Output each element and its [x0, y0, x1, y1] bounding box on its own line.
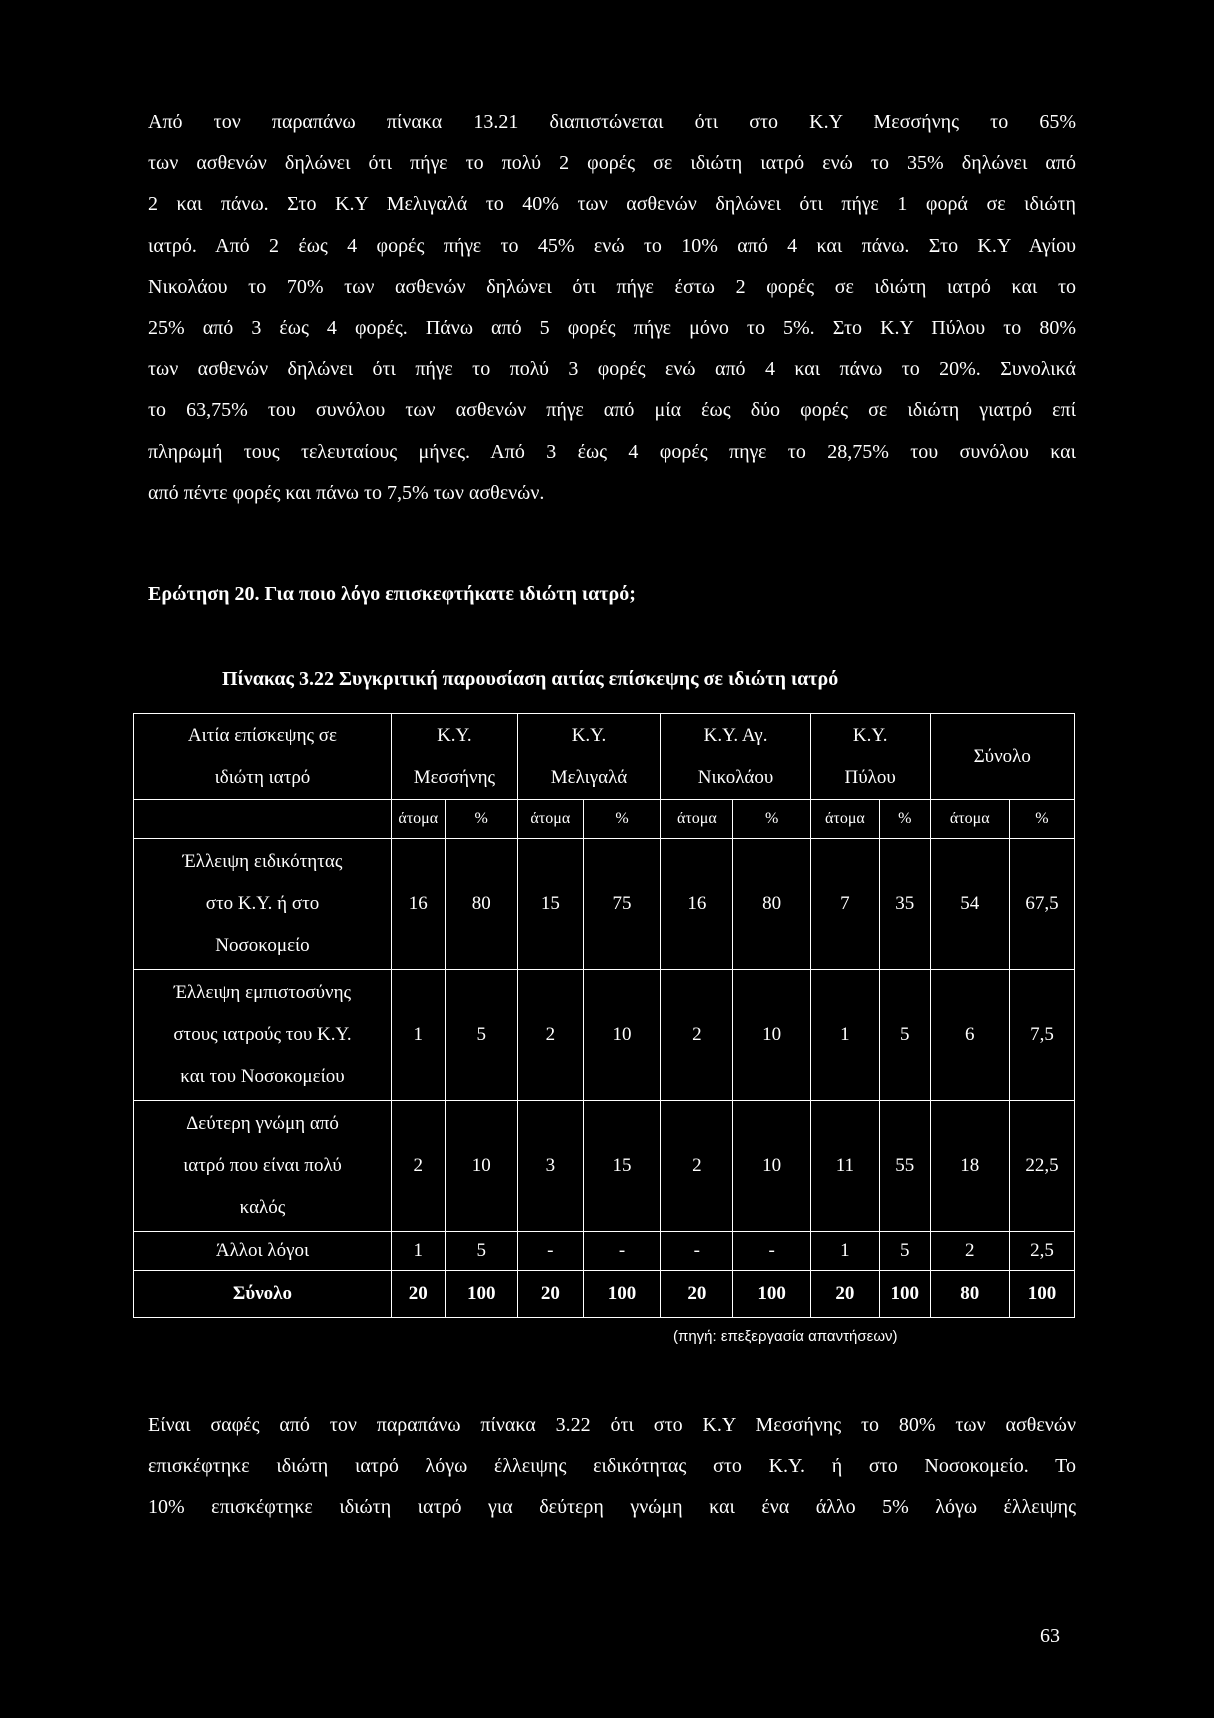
reason-line: στους ιατρούς του Κ.Υ. — [173, 1024, 352, 1045]
total-cell: 100 — [733, 1271, 810, 1318]
header-center-ag-nikolaou — [661, 714, 811, 800]
total-cell: 20 — [810, 1271, 879, 1318]
total-cell: 100 — [879, 1271, 930, 1318]
value-cell: 2 — [661, 1101, 733, 1232]
intro-paragraph — [148, 102, 1076, 514]
subheader-people: άτομα — [661, 800, 733, 839]
subheader-percent: % — [1009, 800, 1074, 839]
total-row — [134, 1271, 1075, 1318]
subheader-percent: % — [445, 800, 517, 839]
subheader-people: άτομα — [391, 800, 445, 839]
header-reason-line: Αιτία επίσκεψης σε — [187, 724, 338, 746]
total-cell: 100 — [1009, 1271, 1074, 1318]
value-cell: 5 — [445, 970, 517, 1101]
intro-line: ιατρό. Από 2 έως 4 φορές πήγε το 45% ενώ το 10% από 4 και πάνω. Στο Κ.Υ Αγίου — [148, 234, 1076, 257]
value-cell: 80 — [445, 839, 517, 970]
reason-line: Νοσοκομείο — [215, 935, 310, 956]
value-cell: 10 — [733, 970, 810, 1101]
value-cell: 2 — [930, 1232, 1009, 1271]
value-cell: 7,5 — [1009, 970, 1074, 1101]
value-cell: 3 — [517, 1101, 583, 1232]
value-cell: 11 — [810, 1101, 879, 1232]
value-cell: 5 — [879, 1232, 930, 1271]
value-cell: 16 — [391, 839, 445, 970]
value-cell: 1 — [810, 970, 879, 1101]
value-cell: 55 — [879, 1101, 930, 1232]
header-center-line: Κ.Υ. — [437, 724, 472, 746]
reason-line: στο Κ.Υ. ή στο — [205, 893, 320, 914]
header-reason-line: ιδιώτη ιατρό — [214, 766, 311, 788]
reason-line: Έλλειψη ειδικότητας — [182, 851, 343, 872]
header-center-meligalas — [517, 714, 660, 800]
subheader-people: άτομα — [517, 800, 583, 839]
subheader-percent: % — [879, 800, 930, 839]
intro-line: των ασθενών δηλώνει ότι πήγε το πολύ 3 φορές ενώ από 4 και πάνω το 20%. Συνολικά — [148, 358, 1076, 381]
value-cell: 10 — [733, 1101, 810, 1232]
value-cell: 2 — [517, 970, 583, 1101]
value-cell: 15 — [583, 1101, 660, 1232]
header-total: Σύνολο — [930, 714, 1075, 800]
intro-line: 2 και πάνω. Στο Κ.Υ Μελιγαλά το 40% των ασθενών δηλώνει ότι πήγε 1 φορά σε ιδιώτη — [148, 193, 1076, 216]
intro-line: των ασθενών δηλώνει ότι πήγε το πολύ 2 φορές σε ιδιώτη ιατρό ενώ το 35% δηλώνει από — [148, 152, 1076, 175]
outro-line: Είναι σαφές από τον παραπάνω πίνακα 3.22 ότι στο Κ.Υ Μεσσήνης το 80% των ασθενών — [148, 1414, 1076, 1436]
table-row — [134, 970, 1075, 1101]
question-heading: Ερώτηση 20. Για ποιο λόγο επισκεφτήκατε ιδιώτη ιατρό; — [148, 583, 636, 605]
page-number: 63 — [1040, 1625, 1060, 1647]
header-center-line: Μεσσήνης — [413, 766, 496, 788]
header-row — [134, 714, 1075, 800]
value-cell: 5 — [879, 970, 930, 1101]
reason-line: Έλλειψη εμπιστοσύνης — [173, 982, 352, 1003]
table-caption: Πίνακας 3.22 Συγκριτική παρουσίαση αιτίας επίσκεψης σε ιδιώτη ιατρό — [222, 668, 839, 690]
intro-line: 25% από 3 έως 4 φορές. Πάνω από 5 φορές πήγε μόνο το 5%. Στο Κ.Υ Πύλου το 80% — [148, 317, 1076, 340]
table-row — [134, 1101, 1075, 1232]
subheader-blank — [134, 800, 392, 839]
subheader-people: άτομα — [930, 800, 1009, 839]
reason-line: καλός — [239, 1197, 286, 1218]
value-cell: 15 — [517, 839, 583, 970]
intro-line: το 63,75% του συνόλου των ασθενών πήγε από μία έως δύο φορές σε ιδιώτη γιατρό επί — [148, 399, 1076, 422]
value-cell: 2 — [661, 970, 733, 1101]
total-cell: 100 — [445, 1271, 517, 1318]
intro-line: από πέντε φορές και πάνω το 7,5% των ασθενών. — [148, 481, 545, 504]
value-cell: 67,5 — [1009, 839, 1074, 970]
header-center-line: Πύλου — [844, 766, 896, 788]
header-center-line: Κ.Υ. — [571, 724, 607, 746]
value-cell: 80 — [733, 839, 810, 970]
intro-line: Νικολάου το 70% των ασθενών δηλώνει ότι πήγε έστω 2 φορές σε ιδιώτη ιατρό και το — [148, 275, 1076, 298]
value-cell: 16 — [661, 839, 733, 970]
value-cell: 7 — [810, 839, 879, 970]
value-cell: 2,5 — [1009, 1232, 1074, 1271]
value-cell: - — [583, 1232, 660, 1271]
total-cell: 20 — [391, 1271, 445, 1318]
value-cell: - — [517, 1232, 583, 1271]
subheader-row — [134, 800, 1075, 839]
value-cell: 75 — [583, 839, 660, 970]
intro-line: πληρωμή τους τελευταίους μήνες. Από 3 έως 4 φορές πηγε το 28,75% του συνόλου και — [148, 440, 1076, 463]
header-center-line: Κ.Υ. Αγ. — [703, 724, 768, 746]
reason-line: ιατρό που είναι πολύ — [183, 1155, 342, 1176]
total-cell: 100 — [583, 1271, 660, 1318]
total-cell: 80 — [930, 1271, 1009, 1318]
value-cell: 22,5 — [1009, 1101, 1074, 1232]
header-reason-cell — [134, 714, 392, 800]
reason-cell — [134, 970, 392, 1101]
value-cell: - — [661, 1232, 733, 1271]
subheader-percent: % — [733, 800, 810, 839]
value-cell: 54 — [930, 839, 1009, 970]
reason-line: και του Νοσοκομείου — [180, 1066, 345, 1087]
value-cell: 6 — [930, 970, 1009, 1101]
total-cell: 20 — [661, 1271, 733, 1318]
value-cell: 2 — [391, 1101, 445, 1232]
comparison-table — [133, 713, 1075, 1318]
table-row — [134, 839, 1075, 970]
value-cell: 10 — [583, 970, 660, 1101]
header-center-line: Μελιγαλά — [550, 766, 628, 788]
header-center-line: Νικολάου — [697, 766, 774, 788]
intro-line: Από τον παραπάνω πίνακα 13.21 διαπιστώνεται ότι στο Κ.Υ Μεσσήνης το 65% — [148, 111, 1076, 133]
table-row — [134, 1232, 1075, 1271]
value-cell: 5 — [445, 1232, 517, 1271]
total-label: Σύνολο — [134, 1271, 392, 1318]
value-cell: 1 — [391, 1232, 445, 1271]
subheader-people: άτομα — [810, 800, 879, 839]
header-center-messini — [391, 714, 517, 800]
value-cell: - — [733, 1232, 810, 1271]
table-source-note: (πηγή: επεξεργασία απαντήσεων) — [673, 1328, 898, 1345]
outro-paragraph — [148, 1405, 1076, 1529]
total-cell: 20 — [517, 1271, 583, 1318]
value-cell: 35 — [879, 839, 930, 970]
header-center-line: Κ.Υ. — [852, 724, 888, 746]
outro-line: επισκέφτηκε ιδιώτη ιατρό λόγω έλλειψης ειδικότητας στο Κ.Υ. ή στο Νοσοκομείο. Το — [148, 1455, 1076, 1478]
value-cell: 10 — [445, 1101, 517, 1232]
value-cell: 18 — [930, 1101, 1009, 1232]
outro-line: 10% επισκέφτηκε ιδιώτη ιατρό για δεύτερη γνώμη και ένα άλλο 5% λόγω έλλειψης — [148, 1496, 1076, 1519]
reason-cell — [134, 1101, 392, 1232]
reason-line: Δεύτερη γνώμη από — [186, 1113, 339, 1134]
header-center-pylou — [810, 714, 930, 800]
value-cell: 1 — [810, 1232, 879, 1271]
subheader-percent: % — [583, 800, 660, 839]
reason-cell — [134, 839, 392, 970]
value-cell: 1 — [391, 970, 445, 1101]
reason-cell: Άλλοι λόγοι — [134, 1232, 392, 1271]
